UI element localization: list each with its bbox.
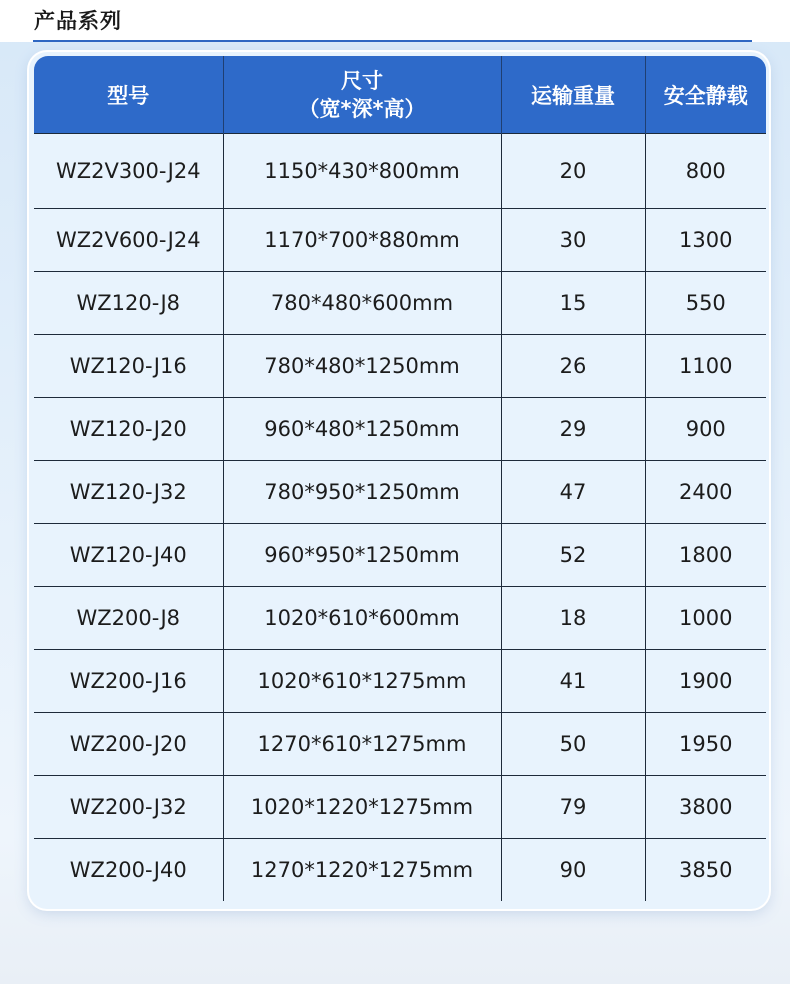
cell-model: WZ120-J20 bbox=[34, 398, 223, 461]
cell-load: 3850 bbox=[645, 839, 766, 902]
table-row bbox=[34, 335, 766, 398]
cell-load: 800 bbox=[645, 134, 766, 209]
cell-load: 900 bbox=[645, 398, 766, 461]
cell-weight: 90 bbox=[501, 839, 645, 902]
column-header-model: 型号 bbox=[34, 56, 223, 134]
cell-load: 1950 bbox=[645, 713, 766, 776]
header-divider bbox=[33, 40, 752, 42]
cell-load: 1800 bbox=[645, 524, 766, 587]
cell-load: 3800 bbox=[645, 776, 766, 839]
table-row bbox=[34, 461, 766, 524]
cell-weight: 18 bbox=[501, 587, 645, 650]
column-header-size bbox=[223, 56, 501, 134]
cell-size: 1270*610*1275mm bbox=[223, 713, 501, 776]
cell-size: 1020*610*1275mm bbox=[223, 650, 501, 713]
cell-load: 1300 bbox=[645, 209, 766, 272]
cell-size: 960*950*1250mm bbox=[223, 524, 501, 587]
cell-size: 1170*700*880mm bbox=[223, 209, 501, 272]
page-title: 产品系列 bbox=[34, 9, 122, 33]
cell-model: WZ2V600-J24 bbox=[34, 209, 223, 272]
cell-weight: 50 bbox=[501, 713, 645, 776]
cell-size: 960*480*1250mm bbox=[223, 398, 501, 461]
table-header-row bbox=[34, 56, 766, 134]
cell-model: WZ200-J16 bbox=[34, 650, 223, 713]
column-header-load: 安全静载 bbox=[645, 56, 766, 134]
cell-model: WZ120-J40 bbox=[34, 524, 223, 587]
cell-model: WZ120-J8 bbox=[34, 272, 223, 335]
column-header-weight: 运输重量 bbox=[501, 56, 645, 134]
cell-weight: 15 bbox=[501, 272, 645, 335]
cell-model: WZ120-J32 bbox=[34, 461, 223, 524]
table-row bbox=[34, 839, 766, 902]
cell-weight: 30 bbox=[501, 209, 645, 272]
cell-model: WZ200-J40 bbox=[34, 839, 223, 902]
cell-weight: 47 bbox=[501, 461, 645, 524]
column-header-size-title: 尺寸 bbox=[341, 68, 383, 93]
cell-size: 1020*1220*1275mm bbox=[223, 776, 501, 839]
cell-model: WZ2V300-J24 bbox=[34, 134, 223, 209]
table-body bbox=[34, 134, 766, 902]
cell-weight: 20 bbox=[501, 134, 645, 209]
cell-size: 780*480*1250mm bbox=[223, 335, 501, 398]
table-row bbox=[34, 524, 766, 587]
cell-load: 550 bbox=[645, 272, 766, 335]
cell-model: WZ200-J8 bbox=[34, 587, 223, 650]
cell-weight: 29 bbox=[501, 398, 645, 461]
table-row bbox=[34, 650, 766, 713]
cell-model: WZ120-J16 bbox=[34, 335, 223, 398]
cell-load: 2400 bbox=[645, 461, 766, 524]
spec-table bbox=[34, 56, 766, 901]
cell-size: 1020*610*600mm bbox=[223, 587, 501, 650]
cell-size: 1270*1220*1275mm bbox=[223, 839, 501, 902]
table-row bbox=[34, 272, 766, 335]
page-header bbox=[0, 0, 790, 42]
table-row bbox=[34, 776, 766, 839]
cell-size: 780*950*1250mm bbox=[223, 461, 501, 524]
table-row bbox=[34, 398, 766, 461]
cell-weight: 41 bbox=[501, 650, 645, 713]
cell-weight: 79 bbox=[501, 776, 645, 839]
cell-load: 1900 bbox=[645, 650, 766, 713]
cell-load: 1000 bbox=[645, 587, 766, 650]
cell-load: 1100 bbox=[645, 335, 766, 398]
spec-table-card bbox=[29, 52, 769, 909]
cell-size: 1150*430*800mm bbox=[223, 134, 501, 209]
cell-weight: 52 bbox=[501, 524, 645, 587]
cell-size: 780*480*600mm bbox=[223, 272, 501, 335]
table-row bbox=[34, 134, 766, 209]
cell-model: WZ200-J32 bbox=[34, 776, 223, 839]
column-header-size-subtitle: （宽*深*高） bbox=[298, 96, 426, 121]
table-row bbox=[34, 209, 766, 272]
table-row bbox=[34, 587, 766, 650]
cell-model: WZ200-J20 bbox=[34, 713, 223, 776]
cell-weight: 26 bbox=[501, 335, 645, 398]
table-row bbox=[34, 713, 766, 776]
